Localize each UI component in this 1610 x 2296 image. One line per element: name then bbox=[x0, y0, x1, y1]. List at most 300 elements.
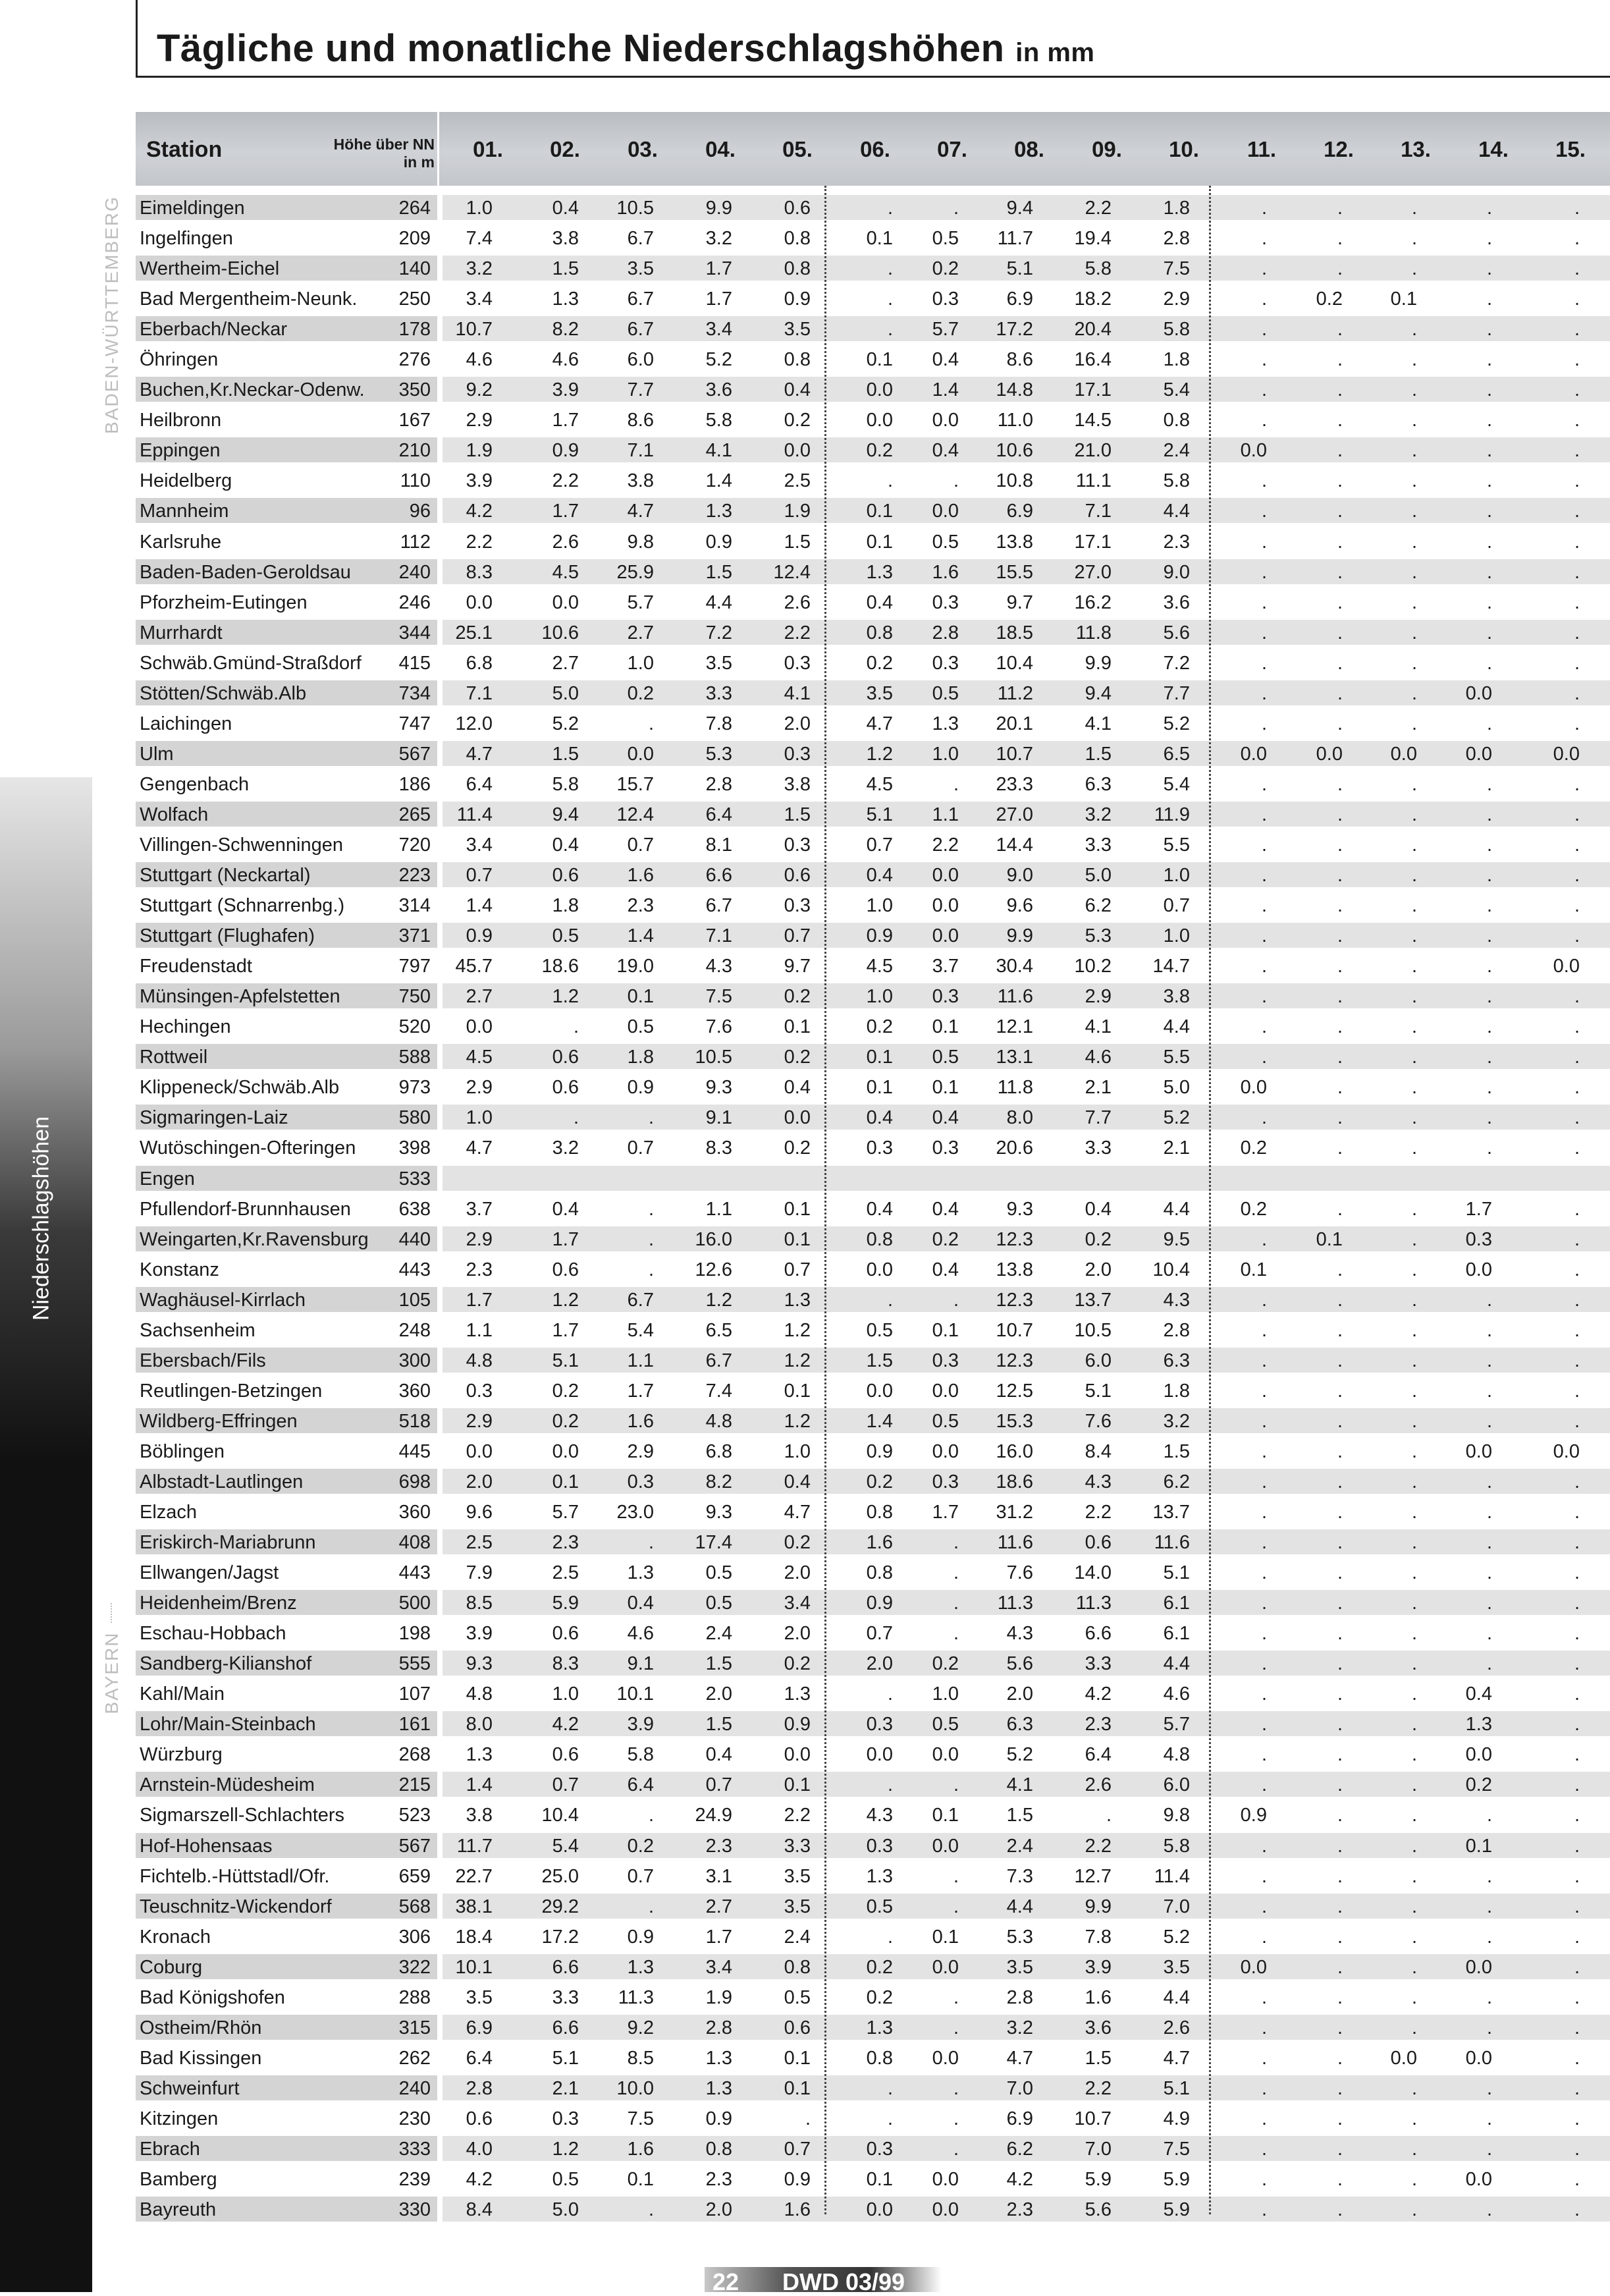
precip-day-14: 0.0 bbox=[1465, 1744, 1492, 1766]
precip-day-03: 0.3 bbox=[627, 1471, 654, 1492]
divider-after-day-10 bbox=[1209, 186, 1211, 2214]
precip-day-12: . bbox=[1337, 1683, 1343, 1705]
precip-day-13: . bbox=[1411, 1289, 1417, 1311]
precip-day-04: 6.7 bbox=[705, 1350, 732, 1371]
precip-day-12: . bbox=[1337, 865, 1343, 887]
precip-day-15: . bbox=[1574, 228, 1580, 250]
precip-day-12: . bbox=[1337, 561, 1343, 583]
station-name: Baden-Baden-Geroldsau bbox=[140, 561, 351, 583]
precip-day-03: 0.5 bbox=[627, 1016, 654, 1038]
table-row bbox=[136, 526, 1610, 557]
precip-day-02: 3.3 bbox=[552, 1986, 579, 2008]
precip-day-13: . bbox=[1411, 1653, 1417, 1675]
precip-day-09: 19.4 bbox=[1074, 228, 1112, 250]
precip-day-07: . bbox=[953, 773, 959, 795]
precip-day-09: 5.3 bbox=[1085, 925, 1112, 947]
precip-day-01: 0.6 bbox=[466, 2108, 493, 2129]
precip-day-02: 8.3 bbox=[552, 1653, 579, 1675]
precip-day-09: 0.4 bbox=[1085, 1198, 1112, 1220]
station-name: Böblingen bbox=[140, 1440, 225, 1462]
table-row bbox=[136, 647, 1610, 678]
precip-day-05: 1.3 bbox=[784, 1289, 811, 1311]
precip-day-08: 9.4 bbox=[1006, 198, 1033, 219]
precip-day-07: . bbox=[953, 1289, 959, 1311]
precip-day-14: 0.0 bbox=[1465, 1440, 1492, 1462]
station-hoehe: 223 bbox=[398, 865, 431, 887]
precip-day-04: 7.5 bbox=[705, 986, 732, 1008]
precip-day-09: 7.0 bbox=[1085, 2139, 1112, 2160]
precip-day-11: . bbox=[1261, 1289, 1267, 1311]
precip-day-07: 0.3 bbox=[932, 591, 959, 613]
precip-day-12: . bbox=[1337, 1350, 1343, 1371]
precip-day-08: 23.3 bbox=[996, 773, 1033, 795]
precip-day-01: 4.0 bbox=[466, 2139, 493, 2160]
precip-day-05: 0.7 bbox=[784, 925, 811, 947]
precip-day-04: 5.8 bbox=[705, 410, 732, 431]
precip-day-14: . bbox=[1486, 1289, 1492, 1311]
precip-day-13: . bbox=[1411, 1683, 1417, 1705]
station-hoehe: 112 bbox=[400, 531, 431, 553]
station-name: Bayreuth bbox=[140, 2199, 217, 2221]
precip-day-01: 1.7 bbox=[466, 1289, 493, 1311]
station-name: Sachsenheim bbox=[140, 1319, 255, 1341]
precip-day-02: 0.5 bbox=[552, 925, 579, 947]
precip-day-06: 5.1 bbox=[866, 804, 893, 825]
precip-day-09: 3.3 bbox=[1085, 1137, 1112, 1159]
precip-day-08: 10.4 bbox=[996, 652, 1033, 674]
precip-day-02: 3.8 bbox=[552, 228, 579, 250]
precip-day-13: . bbox=[1411, 410, 1417, 431]
precip-day-15: . bbox=[1574, 2047, 1580, 2069]
precip-day-15: 0.0 bbox=[1553, 743, 1580, 765]
header-day-15: 15. bbox=[1555, 137, 1586, 161]
precip-day-08: 15.5 bbox=[996, 561, 1033, 583]
precip-day-11: . bbox=[1261, 1350, 1267, 1371]
precip-day-14: 1.3 bbox=[1465, 1714, 1492, 1736]
precip-day-14: 0.0 bbox=[1465, 2047, 1492, 2069]
precip-day-12: 0.2 bbox=[1316, 288, 1343, 310]
precip-day-15: . bbox=[1574, 1896, 1580, 1917]
precip-day-10: 5.0 bbox=[1163, 1077, 1190, 1099]
precip-day-01: 4.7 bbox=[466, 1137, 493, 1159]
precip-day-09: 2.6 bbox=[1085, 1774, 1112, 1796]
precip-day-03: 10.5 bbox=[616, 198, 654, 219]
precip-day-11: . bbox=[1261, 1653, 1267, 1675]
precip-day-08: 13.1 bbox=[996, 1047, 1033, 1068]
precip-day-11: . bbox=[1261, 561, 1267, 583]
precip-day-05: 0.1 bbox=[784, 1198, 811, 1220]
precip-day-13: . bbox=[1411, 1502, 1417, 1523]
precip-day-04: 1.2 bbox=[705, 1289, 732, 1311]
precip-day-13: . bbox=[1411, 440, 1417, 462]
precip-day-08: 13.8 bbox=[996, 1259, 1033, 1280]
precip-day-14: . bbox=[1486, 379, 1492, 401]
precip-day-03: 2.3 bbox=[627, 895, 654, 917]
precip-day-13: . bbox=[1411, 1835, 1417, 1857]
precip-day-09: 14.5 bbox=[1074, 410, 1112, 431]
precip-day-03: 6.7 bbox=[627, 228, 654, 250]
table-row bbox=[136, 1224, 1610, 1254]
station-name: Wutöschingen-Ofteringen bbox=[140, 1137, 356, 1159]
precip-day-02: 0.1 bbox=[552, 1471, 579, 1492]
precip-day-06: 0.0 bbox=[866, 2199, 893, 2221]
precip-day-08: 5.6 bbox=[1006, 1653, 1033, 1675]
precip-day-15: . bbox=[1574, 561, 1580, 583]
precip-day-12: . bbox=[1337, 531, 1343, 553]
station-hoehe: 315 bbox=[398, 2017, 431, 2038]
precip-day-04: 6.4 bbox=[705, 804, 732, 825]
table-row bbox=[136, 708, 1610, 738]
precip-day-14: . bbox=[1486, 1986, 1492, 2008]
precip-day-12: . bbox=[1337, 804, 1343, 825]
precip-day-04: 1.5 bbox=[705, 1714, 732, 1736]
station-hoehe: 568 bbox=[398, 1896, 431, 1917]
precip-day-14: . bbox=[1486, 2077, 1492, 2099]
precip-day-06: . bbox=[887, 288, 893, 310]
precip-day-15: . bbox=[1574, 1865, 1580, 1887]
precip-day-07: 0.2 bbox=[932, 258, 959, 280]
precip-day-03: 1.3 bbox=[627, 1562, 654, 1584]
station-hoehe: 250 bbox=[398, 288, 431, 310]
precip-day-01: 0.0 bbox=[466, 591, 493, 613]
precip-day-06: . bbox=[887, 2077, 893, 2099]
precip-day-07: 1.0 bbox=[932, 743, 959, 765]
station-hoehe: 371 bbox=[398, 925, 431, 947]
precip-day-09: 1.6 bbox=[1085, 1986, 1112, 2008]
precip-day-11: . bbox=[1261, 591, 1267, 613]
station-hoehe: 240 bbox=[398, 561, 431, 583]
header-day-07: 07. bbox=[937, 137, 967, 161]
precip-day-13: . bbox=[1411, 1198, 1417, 1220]
precip-day-13: . bbox=[1411, 682, 1417, 704]
precip-day-12: . bbox=[1337, 470, 1343, 492]
precip-day-14: . bbox=[1486, 1107, 1492, 1129]
precip-day-13: . bbox=[1411, 1926, 1417, 1948]
precip-day-13: . bbox=[1411, 1774, 1417, 1796]
precip-day-10: 5.8 bbox=[1163, 1835, 1190, 1857]
precip-day-01: 8.0 bbox=[466, 1714, 493, 1736]
table-row bbox=[136, 374, 1610, 404]
precip-day-04: 1.9 bbox=[705, 1986, 732, 2008]
precip-day-13: . bbox=[1411, 470, 1417, 492]
station-hoehe: 314 bbox=[398, 895, 431, 917]
precip-day-13: . bbox=[1411, 198, 1417, 219]
precip-day-14: 0.0 bbox=[1465, 1259, 1492, 1280]
precip-day-15: . bbox=[1574, 1228, 1580, 1250]
precip-day-05: 0.8 bbox=[784, 258, 811, 280]
precip-day-14: . bbox=[1486, 622, 1492, 643]
precip-day-11: . bbox=[1261, 1228, 1267, 1250]
precip-day-03: . bbox=[648, 1896, 654, 1917]
table-row bbox=[136, 1861, 1610, 1891]
precip-day-08: 9.6 bbox=[1006, 895, 1033, 917]
precip-day-15: . bbox=[1574, 1471, 1580, 1492]
precip-day-10: 7.0 bbox=[1163, 1896, 1190, 1917]
precip-day-09: 3.6 bbox=[1085, 2017, 1112, 2038]
station-name: Hof-Hohensaas bbox=[140, 1835, 273, 1857]
precip-day-04: 1.7 bbox=[705, 288, 732, 310]
station-hoehe: 588 bbox=[398, 1047, 431, 1068]
table-row bbox=[136, 253, 1610, 283]
precip-day-12: . bbox=[1337, 410, 1343, 431]
precip-day-04: 2.3 bbox=[705, 2169, 732, 2191]
precip-day-08: 5.1 bbox=[1006, 258, 1033, 280]
precip-day-08: 11.2 bbox=[997, 682, 1033, 704]
precip-day-10: 7.2 bbox=[1163, 652, 1190, 674]
station-hoehe: 659 bbox=[398, 1865, 431, 1887]
precip-day-06: 1.3 bbox=[866, 2017, 893, 2038]
precip-day-02: 4.5 bbox=[552, 561, 579, 583]
precip-day-08: 11.3 bbox=[997, 1593, 1033, 1614]
precip-day-04: 0.8 bbox=[705, 2139, 732, 2160]
precip-day-14: 0.1 bbox=[1465, 1835, 1492, 1857]
precip-day-09: 20.4 bbox=[1074, 319, 1112, 341]
precip-day-12: . bbox=[1337, 1714, 1343, 1736]
precip-day-02: 8.2 bbox=[552, 319, 579, 341]
precip-day-05: 9.7 bbox=[784, 956, 811, 977]
precip-day-06: . bbox=[887, 198, 893, 219]
precip-day-06: 2.0 bbox=[866, 1653, 893, 1675]
station-name: Freudenstadt bbox=[140, 956, 252, 977]
station-name: Buchen,Kr.Neckar-Odenw. bbox=[140, 379, 365, 401]
precip-day-13: . bbox=[1411, 1471, 1417, 1492]
station-name: Wolfach bbox=[140, 804, 209, 825]
precip-day-12: . bbox=[1337, 986, 1343, 1008]
station-name: Sigmarszell-Schlachters bbox=[140, 1805, 345, 1826]
precip-day-02: 5.8 bbox=[552, 773, 579, 795]
precip-day-01: 12.0 bbox=[455, 713, 493, 734]
precip-day-12: . bbox=[1337, 1805, 1343, 1826]
station-hoehe: 186 bbox=[398, 773, 431, 795]
precip-day-14: 0.0 bbox=[1465, 1956, 1492, 1978]
precip-day-08: 8.6 bbox=[1006, 349, 1033, 371]
precip-day-08: 3.2 bbox=[1006, 2017, 1033, 2038]
precip-day-11: . bbox=[1261, 1714, 1267, 1736]
precip-day-05: 1.2 bbox=[784, 1410, 811, 1432]
precip-day-10: 5.1 bbox=[1163, 2077, 1190, 2099]
precip-day-08: 4.7 bbox=[1006, 2047, 1033, 2069]
precip-day-14: . bbox=[1486, 1319, 1492, 1341]
precip-day-05: 0.1 bbox=[784, 1774, 811, 1796]
precip-day-02: 0.4 bbox=[552, 834, 579, 856]
precip-day-08: 5.3 bbox=[1006, 1926, 1033, 1948]
precip-day-07: 2.8 bbox=[932, 622, 959, 643]
precip-day-15: . bbox=[1574, 1774, 1580, 1796]
precip-day-11: . bbox=[1261, 1380, 1267, 1402]
station-name: Kahl/Main bbox=[140, 1683, 225, 1705]
precip-day-03: 0.0 bbox=[627, 743, 654, 765]
precip-day-07: 1.6 bbox=[932, 561, 959, 583]
precip-day-13: . bbox=[1411, 956, 1417, 977]
precip-day-15: . bbox=[1574, 1926, 1580, 1948]
precip-day-09: 5.6 bbox=[1085, 2199, 1112, 2221]
precip-day-15: . bbox=[1574, 1956, 1580, 1978]
table-row bbox=[136, 587, 1610, 617]
precip-day-06: 0.8 bbox=[866, 622, 893, 643]
precip-day-15: . bbox=[1574, 2108, 1580, 2129]
precip-day-05: 2.5 bbox=[784, 470, 811, 492]
precip-day-12: . bbox=[1337, 2017, 1343, 2038]
precip-day-01: 4.2 bbox=[466, 2169, 493, 2191]
precip-day-01: 3.2 bbox=[466, 258, 493, 280]
precip-day-14: . bbox=[1486, 1926, 1492, 1948]
precip-day-03: 9.1 bbox=[627, 1653, 654, 1675]
precip-day-05: 0.2 bbox=[784, 410, 811, 431]
header-day-14: 14. bbox=[1478, 137, 1509, 161]
precip-day-12: . bbox=[1337, 1380, 1343, 1402]
precip-day-07: . bbox=[953, 1562, 959, 1584]
precip-day-03: 7.5 bbox=[627, 2108, 654, 2129]
precip-day-07: . bbox=[953, 470, 959, 492]
precip-day-09: 17.1 bbox=[1074, 379, 1112, 401]
precip-day-15: . bbox=[1574, 470, 1580, 492]
precip-day-14: . bbox=[1486, 1562, 1492, 1584]
precip-day-01: 1.4 bbox=[466, 1774, 493, 1796]
precip-day-05: 2.0 bbox=[784, 1562, 811, 1584]
precip-day-04: 1.5 bbox=[705, 1653, 732, 1675]
precip-day-03: 0.4 bbox=[627, 1593, 654, 1614]
precip-day-05: 1.5 bbox=[784, 804, 811, 825]
precip-day-13: . bbox=[1411, 622, 1417, 643]
precip-day-11: . bbox=[1261, 925, 1267, 947]
precip-day-13: . bbox=[1411, 1016, 1417, 1038]
precip-day-05: 2.0 bbox=[784, 1623, 811, 1645]
precip-day-10: 5.4 bbox=[1163, 379, 1190, 401]
precip-day-07: 1.0 bbox=[932, 1683, 959, 1705]
precip-day-03: 3.9 bbox=[627, 1714, 654, 1736]
precip-day-03: 4.6 bbox=[627, 1623, 654, 1645]
precip-day-08: 11.0 bbox=[997, 410, 1033, 431]
precip-day-13: . bbox=[1411, 865, 1417, 887]
precip-day-02: 0.6 bbox=[552, 1047, 579, 1068]
precip-day-13: . bbox=[1411, 1714, 1417, 1736]
region-divider bbox=[111, 1603, 112, 1623]
precip-day-01: 2.9 bbox=[466, 1228, 493, 1250]
precip-day-02: 1.5 bbox=[552, 743, 579, 765]
precip-day-11: 0.1 bbox=[1240, 1259, 1267, 1280]
precip-day-10: 5.8 bbox=[1163, 319, 1190, 341]
precip-day-08: 10.6 bbox=[996, 440, 1033, 462]
precip-day-15: . bbox=[1574, 410, 1580, 431]
precip-day-01: 4.6 bbox=[466, 349, 493, 371]
table-row bbox=[136, 2103, 1610, 2133]
station-hoehe: 248 bbox=[398, 1319, 431, 1341]
precip-day-08: 10.8 bbox=[996, 470, 1033, 492]
precip-day-07: 0.0 bbox=[932, 925, 959, 947]
precip-day-15: . bbox=[1574, 1714, 1580, 1736]
precip-day-10: 4.4 bbox=[1163, 1198, 1190, 1220]
precip-day-06: 0.4 bbox=[866, 1198, 893, 1220]
precip-day-01: 2.9 bbox=[466, 1077, 493, 1099]
precip-day-06: 0.2 bbox=[866, 1471, 893, 1492]
precip-day-14: . bbox=[1486, 531, 1492, 553]
station-hoehe: 734 bbox=[398, 682, 431, 704]
precip-day-02: 4.6 bbox=[552, 349, 579, 371]
station-hoehe: 408 bbox=[398, 1532, 431, 1554]
precip-day-15: . bbox=[1574, 1744, 1580, 1766]
precip-day-02: 5.4 bbox=[552, 1835, 579, 1857]
station-name: Arnstein-Müdesheim bbox=[140, 1774, 315, 1796]
precip-day-01: 9.2 bbox=[466, 379, 493, 401]
precip-day-15: . bbox=[1574, 440, 1580, 462]
precip-day-10: 7.5 bbox=[1163, 2139, 1190, 2160]
precip-day-05: 0.1 bbox=[784, 1228, 811, 1250]
header-day-12: 12. bbox=[1324, 137, 1354, 161]
precip-day-07: . bbox=[953, 198, 959, 219]
precip-day-04: 4.8 bbox=[705, 1410, 732, 1432]
precip-day-15: . bbox=[1574, 1653, 1580, 1675]
precip-day-07: 0.3 bbox=[932, 1471, 959, 1492]
precip-day-03: 1.8 bbox=[627, 1047, 654, 1068]
precip-day-02: 3.9 bbox=[552, 379, 579, 401]
station-hoehe: 523 bbox=[398, 1805, 431, 1826]
precip-day-15: . bbox=[1574, 1259, 1580, 1280]
precip-day-15: . bbox=[1574, 682, 1580, 704]
precip-day-01: 0.9 bbox=[466, 925, 493, 947]
precip-day-04: 1.1 bbox=[705, 1198, 732, 1220]
station-hoehe: 105 bbox=[398, 1289, 431, 1311]
precip-day-10: 10.4 bbox=[1152, 1259, 1190, 1280]
precip-day-13: . bbox=[1411, 1896, 1417, 1917]
table-row bbox=[136, 1952, 1610, 1982]
precip-day-05: 1.2 bbox=[784, 1319, 811, 1341]
precip-day-08: 4.3 bbox=[1006, 1623, 1033, 1645]
header-hoehe bbox=[334, 136, 435, 171]
precip-day-03: . bbox=[648, 1259, 654, 1280]
table-row bbox=[136, 1557, 1610, 1587]
precip-day-09: 14.0 bbox=[1074, 1562, 1112, 1584]
precip-day-08: 18.6 bbox=[996, 1471, 1033, 1492]
table-row bbox=[136, 1072, 1610, 1102]
precip-day-09: 9.4 bbox=[1085, 682, 1112, 704]
table-row bbox=[136, 1163, 1610, 1193]
table-header bbox=[136, 112, 1610, 186]
precip-day-02: 0.4 bbox=[552, 1198, 579, 1220]
precip-day-06: 0.2 bbox=[866, 1016, 893, 1038]
precip-day-07: 0.4 bbox=[932, 1107, 959, 1129]
precip-day-03: 5.7 bbox=[627, 591, 654, 613]
precip-day-12: . bbox=[1337, 834, 1343, 856]
precip-day-10: 9.0 bbox=[1163, 561, 1190, 583]
precip-day-03: 8.5 bbox=[627, 2047, 654, 2069]
precip-day-03: 3.8 bbox=[627, 470, 654, 492]
precip-day-04: 4.3 bbox=[705, 956, 732, 977]
precip-day-12: . bbox=[1337, 258, 1343, 280]
precip-day-15: . bbox=[1574, 865, 1580, 887]
station-hoehe: 750 bbox=[398, 986, 431, 1008]
precip-day-07: 5.7 bbox=[932, 319, 959, 341]
precip-day-03: 4.7 bbox=[627, 501, 654, 522]
precip-day-15: . bbox=[1574, 319, 1580, 341]
precip-day-04: 0.5 bbox=[705, 1593, 732, 1614]
precip-day-13: 0.0 bbox=[1390, 743, 1417, 765]
precip-day-01: 2.7 bbox=[466, 986, 493, 1008]
precip-day-01: 0.3 bbox=[466, 1380, 493, 1402]
precip-day-07: 0.0 bbox=[932, 1380, 959, 1402]
precip-day-11: 0.0 bbox=[1240, 1077, 1267, 1099]
table-row bbox=[136, 1527, 1610, 1557]
station-name: Ebrach bbox=[140, 2139, 200, 2160]
precip-day-12: . bbox=[1337, 1896, 1343, 1917]
precip-day-13: . bbox=[1411, 2139, 1417, 2160]
precip-day-11: . bbox=[1261, 1562, 1267, 1584]
precip-day-04: 12.6 bbox=[695, 1259, 732, 1280]
precip-day-04: 1.4 bbox=[705, 470, 732, 492]
station-name: Karlsruhe bbox=[140, 531, 222, 553]
precip-day-07: 0.3 bbox=[932, 1137, 959, 1159]
precip-day-06: 0.1 bbox=[866, 501, 893, 522]
precip-day-07: . bbox=[953, 2017, 959, 2038]
